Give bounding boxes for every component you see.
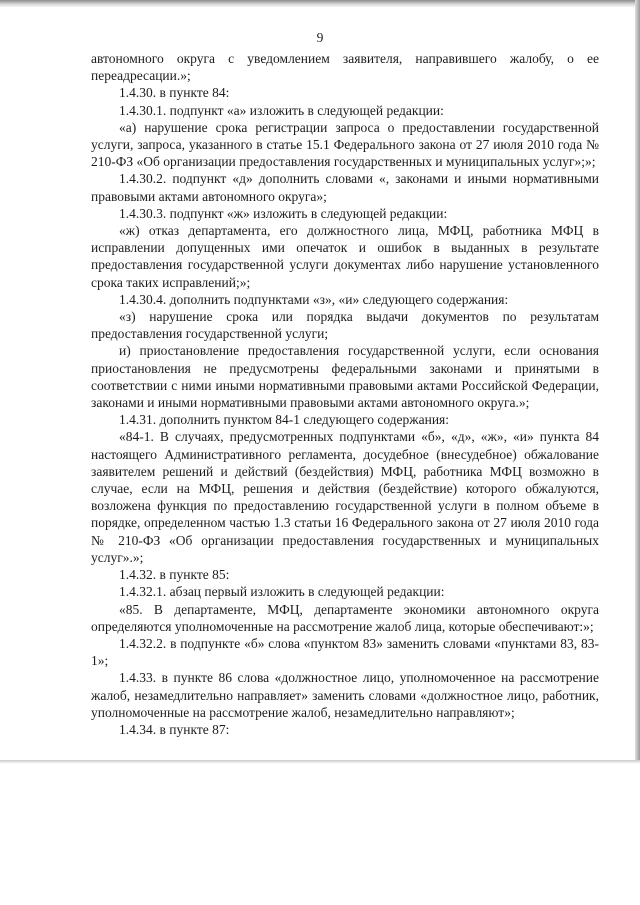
paragraph: «ж) отказ департамента, его должностного лица, МФЦ, работника МФЦ в исправлении допущенных ими опечаток и ошибок в выданных в результате предоставления государственной услуги документах либо нарушение установленного срока таких исправлений;»;	[91, 223, 599, 290]
paragraph: 1.4.30. в пункте 84:	[119, 85, 230, 101]
paragraph: 1.4.33. в пункте 86 слова «должностное лицо, уполномоченное на рассмотрение жалоб, незамедлительно направляет» заменить словами «должностное лицо, работник, уполномоченные на рассмотрение жалоб, незамедлительно направляют»;	[91, 670, 599, 720]
document-body	[91, 50, 599, 738]
paragraph: автономного округа с уведомлением заявителя, направившего жалобу, о ее переадресации.»;	[91, 51, 599, 84]
paragraph: 1.4.30.2. подпункт «д» дополнить словами «, законами и иными нормативными правовыми актами автономного округа»;	[91, 171, 599, 204]
paragraph: 1.4.31. дополнить пунктом 84-1 следующего содержания:	[119, 412, 450, 428]
paragraph: «85. В департаменте, МФЦ, департаменте экономики автономного округа определяются уполномоченные на рассмотрение жалоб лица, которые обеспечивают:»;	[91, 601, 599, 634]
paragraph: «84-1. В случаях, предусмотренных подпунктами «б», «д», «ж», «и» пункта 84 настоящего Административного регламента, досудебное (внесудебное) обжалование заявителем решений и действий (бездействия) МФЦ, работника МФЦ возможно в случае, если на МФЦ, решения и действия (бездействие) которого обжалуются, возложена функция по предоставлению государственной услуги в полном объеме в порядке, определенном частью 1.3 статьи 16 Федерального закона от 27 июля 2010 года № 210-ФЗ «Об организации предоставления государственных и муниципальных услуг».»;	[91, 429, 599, 565]
scan-edge-top	[0, 0, 640, 7]
paragraph: «з) нарушение срока или порядка выдачи документов по результатам предоставления государственной услуги;	[91, 309, 599, 342]
paragraph: 1.4.30.3. подпункт «ж» изложить в следующей редакции:	[119, 205, 448, 221]
paragraph: 1.4.32.1. абзац первый изложить в следующей редакции:	[119, 584, 445, 600]
scan-edge-right	[635, 0, 640, 762]
scan-edge-bottom	[0, 760, 640, 764]
paragraph: 1.4.32.2. в подпункте «б» слова «пунктом 83» заменить словами «пунктами 83, 83-1»;	[91, 635, 599, 669]
page-number: 9	[316, 30, 324, 45]
paragraph: 1.4.32. в пункте 85:	[119, 567, 230, 583]
paragraph: 1.4.30.4. дополнить подпунктами «з», «и» следующего содержания:	[119, 291, 509, 307]
paragraph: 1.4.30.1. подпункт «а» изложить в следующей редакции:	[119, 102, 444, 118]
paragraph: «а) нарушение срока регистрации запроса о предоставлении государственной услуги, запроса, указанного в статье 15.1 Федерального закона от 27 июля 2010 года № 210-ФЗ «Об организации предоставления государственных и муниципальных услуг»;»;	[91, 119, 599, 170]
paragraph: и) приостановление предоставления государственной услуги, если основания приостановления не предусмотрены федеральными законами и принятыми в соответствии с ними иными нормативными правовыми актами Российской Федерации, законами и иными нормативными правовыми актами автономного округа.»;	[91, 343, 599, 411]
paragraph: 1.4.34. в пункте 87:	[119, 721, 230, 737]
